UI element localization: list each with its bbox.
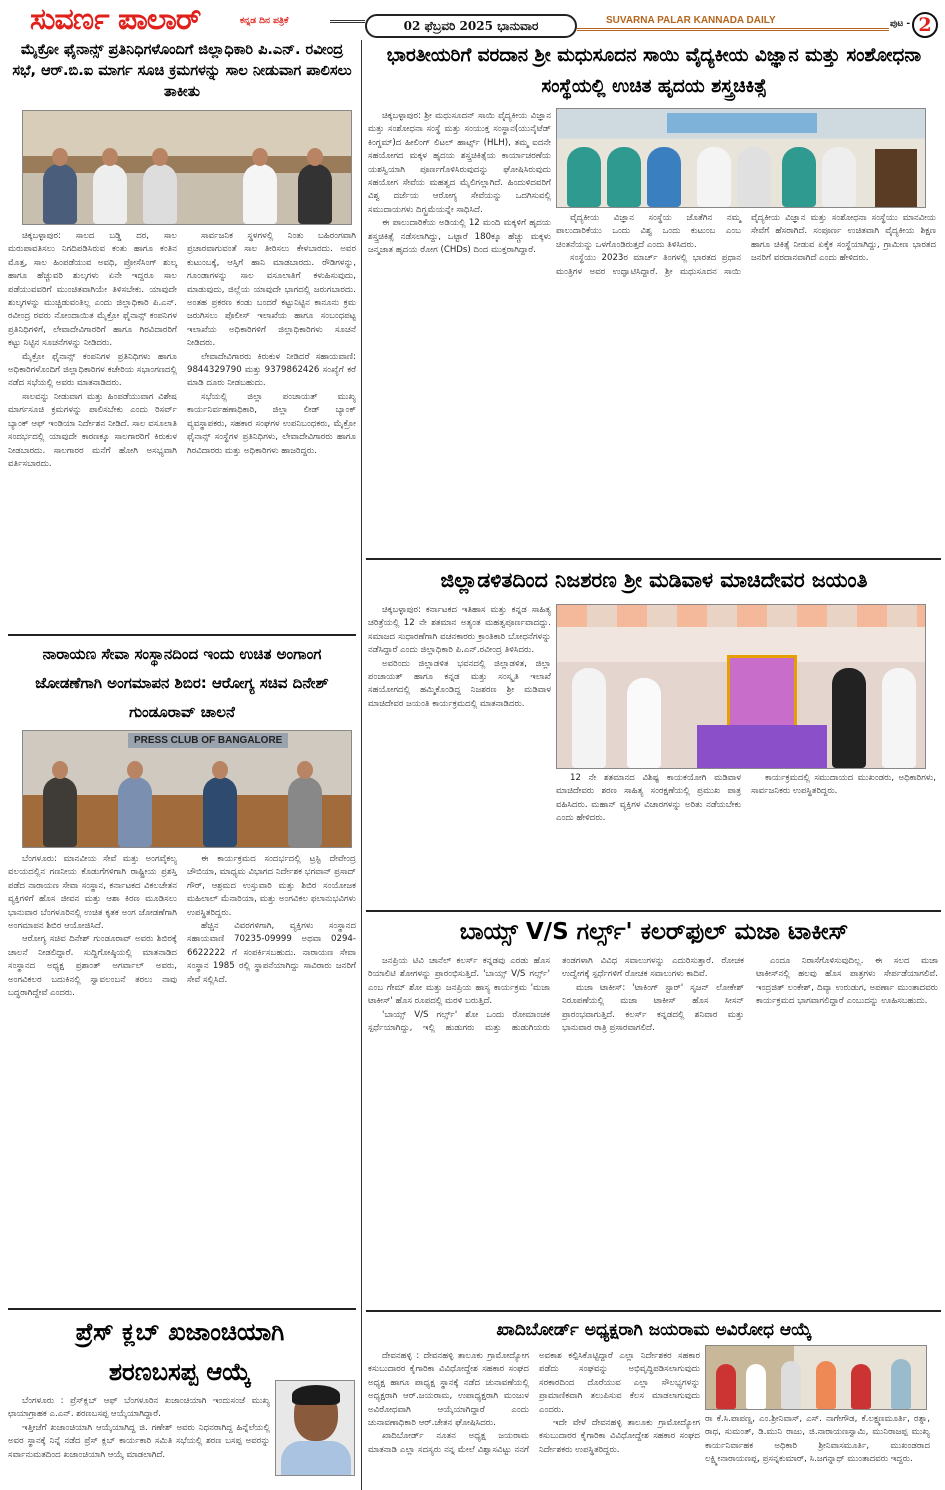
headline-narayana-seva: ನಾರಾಯಣ ಸೇವಾ ಸಂಸ್ಥಾನದಿಂದ ಇಂದು ಉಚಿತ ಅಂಗಾಂಗ ಜೋಡಣೆಗಾಗಿ ಅಂಗಮಾಪನ ಶಿಬಿರ: ಆರೋಗ್ಯ ಸಚಿವ ದಿನೇಶ್ ಗುಂಡೂರಾವ್ ಚಾಲನೆ (35, 645, 329, 721)
paragraph: 12 ನೇ ಶತಮಾನದ ವಿಶಿಷ್ಟ ಕಾಯಕಯೋಗಿ ಮಡಿವಾಳ ಮಾಚಿದೇವರು ಶರಣ ಸಾಹಿತ್ಯ ಸಂರಕ್ಷಣೆಯಲ್ಲಿ ಪ್ರಮುಖ ಪಾತ್ರ ವಹಿಸಿದರು. ಮಹಾನ್ ವ್ಯಕ್ತಿಗಳ ವಿಚಾರಗಳನ್ನು ಅರಿತು ನಡೆಯಬೇಕು ಎಂದು ಹೇಳಿದರು. (556, 773, 741, 824)
paragraph: ಚಿಕ್ಕಬಳ್ಳಾಪುರ: ಕರ್ನಾಟಕದ ಇತಿಹಾಸ ಮತ್ತು ಕನ್ನಡ ಸಾಹಿತ್ಯ ಚರಿತ್ರೆಯಲ್ಲಿ 12 ನೇ ಶತಮಾನ ಅತ್ಯಂತ ಮಹತ್ವಪೂರ್ಣವಾದದ್ದು. ಸಮಾಜದ ಸುಧಾರಣೆಗಾಗಿ ವಚನಕಾರರು ಕ್ರಾಂತಿಕಾರಿ ಬೋಧನೆಗಳನ್ನು ನಡೆಸಿದ್ದಾರೆ ಎಂದು ಜಿಲ್ಲಾಧಿಕಾರಿ ಪಿ.ಎನ್.ರವೀಂದ್ರ ತಿಳಿಸಿದರು. (368, 605, 551, 656)
photo-medical-team (556, 108, 926, 208)
divider (8, 1308, 356, 1310)
article-body-microfinance (8, 230, 356, 630)
rule (330, 20, 365, 23)
english-name: SUVARNA PALAR KANNADA DAILY (606, 15, 776, 26)
paragraph: ವೈದ್ಯಕೀಯ ವಿಜ್ಞಾನ ಸಂಸ್ಥೆಯ ಜೊತೆಗಿನ ನಮ್ಮ ಪಾಲುದಾರಿಕೆಯು ಒಂದು ವಿಶ್ವ ಒಂದು ಕುಟುಂಬ ಎಂಬ ಚಿಂತನೆಯನ್ನು ಒಳಗೊಂಡಿರುತ್ತದೆ ಎಂದು ತಿಳಿಸಿದರು. (556, 213, 741, 250)
headline-khadi-board: ಖಾದಿಬೋರ್ಡ್ ಅಧ್ಯಕ್ಷರಾಗಿ ಜಯರಾಮ ಅವಿರೋಧ ಆಯ್ಕೆ (496, 1320, 812, 1340)
paragraph: ಸಂಸ್ಥೆಯು 2023ರ ಮಾರ್ಚ್ ತಿಂಗಳಲ್ಲಿ ಭಾರತದ ಪ್ರಧಾನ ಮಂತ್ರಿಗಳ ಅವರ ಉದ್ಘಾಟಿಸಿದ್ದಾರೆ. ಶ್ರೀ ಮಧುಸೂದನ ಸಾಯಿ ವೈದ್ಯಕೀಯ ವಿಜ್ಞಾನ ಮತ್ತು ಸಂಶೋಧನಾ ಸಂಸ್ಥೆಯು ಮಾನವೀಯ ಸೇವೆಗೆ ಹೆಸರಾಗಿದೆ. ಸಂಪೂರ್ಣ ಉಚಿತವಾಗಿ ವೈದ್ಯಕೀಯ ಶಿಕ್ಷಣ ಹಾಗೂ ಚಿಕಿತ್ಸೆ ನೀಡುವ ಏಕೈಕ ಸಂಸ್ಥೆಯಾಗಿದ್ದು, ಗ್ರಾಮೀಣ ಭಾರತದ ಜನರಿಗೆ ವರದಾನವಾಗಿದೆ ಎಂದು ಹೇಳಿದರು. (556, 213, 936, 277)
photo-jayanti-event (556, 604, 926, 769)
paragraph: ಇತ್ತೀಚೆಗೆ ಖಜಾಂಚಿಯಾಗಿ ಆಯ್ಕೆಯಾಗಿದ್ದ ಜಿ. ಗಣೇಶ್ ಅವರು ನಿಧನರಾಗಿದ್ದ ಹಿನ್ನೆಲೆಯಲ್ಲಿ ಅವರ ಸ್ಥಾನಕ್ಕೆ ನಿನ್ನೆ ನಡೆದ ಪ್ರೆಸ್ ಕ್ಲಬ್ ಕಾರ್ಯಕಾರಿ ಸಮಿತಿ ಸಭೆಯಲ್ಲಿ ಶರಣ ಬಸಪ್ಪ ಅವರನ್ನು ಸರ್ವಾನುಮತದಿಂದ ಖಜಾಂಚಿಯಾಗಿ ಆಯ್ಕೆ ಮಾಡಲಾಗಿದೆ. (8, 1422, 270, 1460)
press-club-banner: PRESS CLUB OF BANGALORE (128, 733, 288, 748)
paragraph: ಮಜಾ ಟಾಕೀಸ್: 'ಟಾಕಿಂಗ್ ಸ್ಟಾರ್' ಸೃಜನ್ ಲೋಕೇಶ್ ನಿರೂಪಣೆಯಲ್ಲಿ ಮಜಾ ಟಾಕೀಸ್ ಹೊಸ ಸೀಸನ್ ಪ್ರಾರಂಭವಾಗುತ್ತಿದೆ. ಕಲರ್ಸ್ ಕನ್ನಡದಲ್ಲಿ ಶನಿವಾರ ಮತ್ತು ಭಾನುವಾರ ರಾತ್ರಿ ಪ್ರಸಾರವಾಗಲಿದೆ. (562, 982, 744, 1034)
paragraph: ಲೇವಾದೇವಿಗಾರರು ಕಿರುಕುಳ ನೀಡಿದರೆ ಸಹಾಯವಾಣಿ: 9844329790 ಮತ್ತು 9379862426 ಸಂಖ್ಯೆಗೆ ಕರೆ ಮಾಡಿ ದೂರು ನೀಡಬಹುದು. (187, 351, 356, 389)
paragraph: ಈ ಕಾರ್ಯಕ್ರಮದ ಸಂದರ್ಭದಲ್ಲಿ ಟ್ರಸ್ಟಿ ದೇವೇಂದ್ರ ಚೌಬಿಯಾ, ಮಾಧ್ಯಮ ವಿಭಾಗದ ನಿರ್ದೇಶಕ ಭಗವಾನ್ ಪ್ರಸಾದ್ ಗೌರ್, ಆಶ್ರಮದ ಉಸ್ತುವಾರಿ ಮತ್ತು ಶಿಬಿರ ಸಂಯೋಜಕ ಮಹಿಲಾಲ್ ಮೆನಾರಿಯಾ, ಮತ್ತು ಅಂಗವಿಕಲ ಫಲಾನುಭವಿಗಳು ಉಪಸ್ಥಿತರಿದ್ದರು. (187, 854, 356, 918)
paragraph: ಈ ಪಾಲುದಾರಿಕೆಯ ಅಡಿಯಲ್ಲಿ 12 ಮಂದಿ ಮಕ್ಕಳಿಗೆ ಹೃದಯ ಶಸ್ತ್ರಚಿಕಿತ್ಸೆ ನಡೆಸಲಾಗಿದ್ದು, ಒಟ್ಟಾರೆ 180ಕ್ಕೂ ಹೆಚ್ಚು ಮಕ್ಕಳು ಜನ್ಮಜಾತ ಹೃದಯ ರೋಗ (CHDs) ದಿಂದ ಮುಕ್ತರಾಗಿದ್ದಾರೆ. (368, 218, 551, 256)
paragraph: ದೇವನಹಳ್ಳಿ : ದೇವನಹಳ್ಳಿ ತಾಲೂಕು ಗ್ರಾಮೋದ್ಯೋಗ ಕಸುಬುದಾರರ ಕೈಗಾರಿಕಾ ವಿವಿಧೋದ್ದೇಶ ಸಹಕಾರ ಸಂಘದ ಅಧ್ಯಕ್ಷ ಹಾಗೂ ಪಾಧ್ಯಕ್ಷ ಸ್ಥಾನಕ್ಕೆ ನಡೆದ ಚುನಾವಣೆಯಲ್ಲಿ ಅಧ್ಯಕ್ಷರಾಗಿ ಆರ್.ಜಯರಾಮ, ಉಪಾಧ್ಯಕ್ಷರಾಗಿ ಮಂಜುಳ ಅವಿರೋಧವಾಗಿ ಆಯ್ಕೆಯಾಗಿದ್ದಾರೆ ಎಂದು ಚುನಾವಣಾಧಿಕಾರಿ ಆರ್.ಚೇತನ ಘೋಷಿಸಿದರು. (368, 1351, 529, 1429)
photo-khadi-board-members (705, 1345, 927, 1410)
issue-date: 02 ಫೆಬ್ರವರಿ 2025 ಭಾನುವಾರ (403, 19, 539, 33)
paragraph: ಹೆಚ್ಚಿನ ವಿವರಗಳಿಗಾಗಿ, ವ್ಯಕ್ತಿಗಳು ಸಂಸ್ಥಾನದ ಸಹಾಯವಾಣಿ 70235-09999 ಅಥವಾ 0294-6622222 ಗೆ ಸಂಪರ್ಕಿಸಬಹುದು. ನಾರಾಯಣ ಸೇವಾ ಸಂಸ್ಥಾನ 1985 ರಲ್ಲಿ ಸ್ಥಾಪನೆಯಾಗಿದ್ದು ಸಾವಿರಾರು ಜನರಿಗೆ ಸೇವೆ ಸಲ್ಲಿಸಿದೆ. (187, 921, 356, 985)
headline-microfinance: ಮೈಕ್ರೋ ಫೈನಾನ್ಸ್ ಪ್ರತಿನಿಧಿಗಳೊಂದಿಗೆ ಜಿಲ್ಲಾಧಿಕಾರಿ ಪಿ.ಎನ್. ರವೀಂದ್ರ ಸಭೆ, ಆರ್.ಬಿ.ಐ ಮಾರ್ಗ ಸೂಚಿ ಕ್ರಮಗಳನ್ನು ಸಾಲ ನೀಡುವಾಗ ಪಾಲಿಸಲು ತಾಕೀತು (12, 42, 352, 100)
date-pill (365, 14, 577, 38)
paragraph: ಜನಪ್ರಿಯ ಟಿವಿ ಚಾನೆಲ್ ಕಲರ್ಸ್ ಕನ್ನಡವು ಎರಡು ಹೊಸ ರಿಯಾಲಿಟಿ ಶೋಗಳನ್ನು ಪ್ರಾರಂಭಿಸುತ್ತಿದೆ. 'ಬಾಯ್ಸ್ V/S ಗರ್ಲ್ಸ್' ಎಂಬ ಗೇಮ್ ಶೋ ಮತ್ತು ಜನಪ್ರಿಯ ಹಾಸ್ಯ ಕಾರ್ಯಕ್ರಮ 'ಮಜಾ ಟಾಕೀಸ್' ಹೊಸ ರೂಪದಲ್ಲಿ ಮರಳಿ ಬರುತ್ತಿದೆ. (368, 956, 550, 1007)
paragraph: ಸಾಲವನ್ನು ನೀಡುವಾಗ ಮತ್ತು ಹಿಂಪಡೆಯುವಾಗ ವಿಶೇಷ ಮಾರ್ಗಸೂಚಿ ಕ್ರಮಗಳನ್ನು ಪಾಲಿಸಬೇಕು ಎಂದು ರಿಸರ್ವ್ ಬ್ಯಾಂಕ್ ಆಫ್ ಇಂಡಿಯಾ ನಿರ್ದೇಶನ ನೀಡಿದೆ. ಸಾಲ ವಸೂಲಾತಿ ಸಂದರ್ಭದಲ್ಲಿ ಯಾವುದೇ ಕಾರಣಕ್ಕೂ ಸಾಲಗಾರರಿಗೆ ಕಿರುಕುಳ ನೀಡಬಾರದು. ಸಾಲಗಾರರ ಮನೆಗೆ ಹೋಗಿ ಅಸಭ್ಯವಾಗಿ ವರ್ತಿಸಬಾರದು. (8, 391, 177, 469)
paragraph: ಬೆಂಗಳೂರು: ಮಾನವೀಯ ಸೇವೆ ಮತ್ತು ಅಂಗವೈಕಲ್ಯ ವಲಯದಲ್ಲಿನ ಗಣನೀಯ ಕೊಡುಗೆಗಳಿಗಾಗಿ ರಾಷ್ಟ್ರೀಯ ಪ್ರಶಸ್ತಿ ಪಡೆದ ನಾರಾಯಣ ಸೇವಾ ಸಂಸ್ಥಾನ, ಕರ್ನಾಟಕದ ವಿಕಲಚೇತನ ವ್ಯಕ್ತಿಗಳಿಗೆ ಹೊಸ ಜೀವನ ಮತ್ತು ಆಶಾ ಕಿರಣ ಮೂಡಿಸಲು ಭಾನುವಾರ ಬೆಂಗಳೂರಿನಲ್ಲಿ ಉಚಿತ ಕೃತಕ ಅಂಗ ಜೋಡಣೆಗಾಗಿ ಅಂಗಮಾಪನ ಶಿಬಿರ ಆಯೋಜಿಸಿದೆ. (8, 854, 177, 932)
article-body-madivala-cont (556, 772, 936, 904)
divider (366, 1310, 941, 1312)
paragraph: ಖಾದಿಬೋರ್ಡ್ ನೂತನ ಅಧ್ಯಕ್ಷ ಜಯರಾಮ ಮಾತನಾಡಿ ಎಲ್ಲಾ ಸದಸ್ಯರು ನನ್ನ ಮೇಲೆ ವಿಶ್ವಾಸವಿಟ್ಟು ನನಗೆ ಅವಕಾಶ ಕಲ್ಪಿಸಿಕೊಟ್ಟಿದ್ದಾರೆ ಎಲ್ಲಾ ನಿರ್ದೇಶಕರ ಸಹಕಾರ ಪಡೆದು ಸಂಘವನ್ನು ಅಭಿವೃದ್ಧಿಪಡಿಸಲಾಗುವುದು ಸರಕಾರದಿಂದ ದೊರೆಯುವ ಎಲ್ಲಾ ಸೌಲಭ್ಯಗಳನ್ನು ಪ್ರಾಮಾಣಿಕವಾಗಿ ತಲುಪಿಸುವ ಕೆಲಸ ಮಾಡಲಾಗುವುದು ಎಂದರು. (368, 1351, 700, 1455)
paragraph: ಬೆಂಗಳೂರು : ಪ್ರೆಸ್‌ಕ್ಲಬ್ ಆಫ್ ಬೆಂಗಳೂರಿನ ಖಜಾಂಚಿಯಾಗಿ ಇಂದುಸಂಜೆ ಮುಖ್ಯ ಛಾಯಾಗ್ರಾಹಕ ಎ.ಎನ್. ಶರಣಬಸಪ್ಪ ಆಯ್ಕೆಯಾಗಿದ್ದಾರೆ. (8, 1396, 270, 1420)
photo-sharanabasappa (275, 1380, 355, 1476)
masthead (0, 0, 945, 42)
article-body-madivala-lead (368, 604, 551, 904)
photo-meeting (22, 110, 352, 225)
photo-caption-khadi: ರಾ ಕೆ.ಸಿ.ಪಾಪಣ್ಣ, ಎಂ.ಶ್ರೀನಿವಾಸ್, ಎಸ್. ನಾಗೇಗೌಡ, ಕೆ.ಲಕ್ಷ್ಮಣಮೂರ್ತಿ, ರತ್ನಾ, ರಾಧ, ಸುಮಂತ್, ಡಿ.ಮುನಿ ರಾಜು, ಜಿ.ನಾರಾಯಣಸ್ವಾಮಿ, ಮುನಿರಾಜಪ್ಪ ಮುಖ್ಯ ಕಾರ್ಯನಿರ್ವಾಹಕ ಅಧಿಕಾರಿ ಶ್ರೀನಿವಾಸಮೂರ್ತಿ, ಮುಖಂಡರಾದ ಲಕ್ಷ್ಮೀನಾರಾಯಣಪ್ಪ, ಪ್ರಸನ್ನಕುಮಾರ್, ಸಿ.ಜಗನ್ನಾಥ್ ಮುಂತಾದವರು ಇದ್ದರು. (705, 1414, 930, 1465)
rule (577, 28, 889, 31)
headline-heart-surgery: ಭಾರತೀಯರಿಗೆ ವರದಾನ ಶ್ರೀ ಮಧುಸೂದನ ಸಾಯಿ ವೈದ್ಯಕೀಯ ವಿಜ್ಞಾನ ಮತ್ತು ಸಂಶೋಧನಾ ಸಂಸ್ಥೆಯಲ್ಲಿ ಉಚಿತ ಹೃದಯ ಶಸ್ತ್ರಚಿಕಿತ್ಸೆ (386, 45, 922, 97)
article-body-narayana-seva (8, 853, 356, 1303)
paragraph: ಚಿಕ್ಕಬಳ್ಳಾಪುರ: ಶ್ರೀ ಮಧುಸೂದನ್ ಸಾಯಿ ವೈದ್ಯಕೀಯ ವಿಜ್ಞಾನ ಮತ್ತು ಸಂಶೋಧನಾ ಸಂಸ್ಥೆ ಮತ್ತು ಸಂಯುಕ್ತ ಸಂಸ್ಥಾನ(ಯುನೈಟೆಡ್ ಕಿಂಗ್ಡಮ್)ದ ಹೀಲಿಂಗ್ ಲಿಟಲ್ ಹಾರ್ಟ್ಸ್ (HLH), ತಮ್ಮ ಐದನೇ ಸಹಯೋಗದ ಮಕ್ಕಳ ಹೃದಯ ಶಸ್ತ್ರಚಿಕಿತ್ಸೆಯ ಕಾರ್ಯಾಚರಣೆಯ ಯಶಸ್ವಿಯಾಗಿ ಪೂರ್ಣಗೊಳಿಸಿರುವುದನ್ನು ಘೋಷಿಸಿರುವುದು ಸಹಯೋಗ ಸೇವೆಯ ಮಹತ್ವದ ಮೈಲಿಗಲ್ಲಾಗಿದೆ. ಹಿಂದುಳಿದವರಿಗೆ ವಿಶ್ವ ದರ್ಜೆಯ ಆರೋಗ್ಯ ಸೇವೆಯನ್ನು ಒದಗಿಸುವಲ್ಲಿ ಸಮುದಾಯಗಳು ದಿಗ್ಭ್ರಮೆಯನ್ನೇ ಸಾಧಿಸಿದೆ. (368, 111, 551, 215)
paragraph: ಇದೇ ವೇಳೆ ದೇವನಹಳ್ಳಿ ತಾಲೂಕು ಗ್ರಾಮೋದ್ಯೋಗ ಕಸುಬುದಾರರ ಕೈಗಾರಿಕಾ ವಿವಿಧೋದ್ದೇಶ ಸಹಕಾರ ಸಂಘದ ನಿರ್ದೇಶಕರು ಉಪಸ್ಥಿತರಿದ್ದರು. (539, 1418, 700, 1455)
paragraph: ಅವರಿಂದು ಜಿಲ್ಲಾಡಳಿತ ಭವನದಲ್ಲಿ ಜಿಲ್ಲಾಡಳಿತ, ಜಿಲ್ಲಾ ಪಂಚಾಯತ್ ಹಾಗೂ ಕನ್ನಡ ಮತ್ತು ಸಂಸ್ಕೃತಿ ಇಲಾಖೆ ಸಹಯೋಗದಲ್ಲಿ ಹಮ್ಮಿಕೊಂಡಿದ್ದ ನಿಜಶರಣ ಶ್ರೀ ಮಡಿವಾಳ ಮಾಚಿದೇವರ ಜಯಂತಿ ಕಾರ್ಯಕ್ರಮದಲ್ಲಿ ಮಾತನಾಡಿದರು. (368, 658, 551, 709)
paragraph: ಮೈಕ್ರೋ ಫೈನಾನ್ಸ್ ಕಂಪನಿಗಳ ಪ್ರತಿನಿಧಿಗಳು ಹಾಗೂ ಅಧಿಕಾರಿಗಳೊಂದಿಗೆ ಜಿಲ್ಲಾಧಿಕಾರಿಗಳ ಕಚೇರಿಯ ಸಭಾಂಗಣದಲ್ಲಿ ನಡೆದ ಸಭೆಯಲ್ಲಿ ಅವರು ಮಾತನಾಡಿದರು. (8, 351, 177, 389)
article-body-heart-surgery-lead (368, 110, 551, 558)
paragraph: ಸಾರ್ವಜನಿಕ ಸ್ಥಳಗಳಲ್ಲಿ ನಿಂತು ಬಹಿರಂಗವಾಗಿ ಪ್ರಚಾರವಾಗುವಂತೆ ಸಾಲ ತೀರಿಸಲು ಕೇಳಬಾರದು. ಅವರ ಕುಟುಂಬಕ್ಕೆ, ಆಸ್ತಿಗೆ ಹಾನಿ ಮಾಡಬಾರದು. ರೌಡಿಗಳನ್ನು, ಗೂಂಡಾಗಳನ್ನು ಸಾಲ ವಸೂಲಾತಿಗೆ ಕಳುಹಿಸುವುದು, ಮಾಡುವುದು, ಜಿಲ್ಲೆಯ ಯಾವುದೇ ಭಾಗದಲ್ಲಿ ಜರುಗಬಾರದು. ಅಂತಹ ಪ್ರಕರಣ ಕಂಡು ಬಂದರೆ ಕಟ್ಟುನಿಟ್ಟಿನ ಕಾನೂನು ಕ್ರಮ ಜರುಗಿಸಲು ಪೊಲೀಸ್ ಇಲಾಖೆಯ ಹಾಗೂ ಸಂಬಂಧಪಟ್ಟ ಇಲಾಖೆಯ ಅಧಿಕಾರಿಗಳಿಗೆ ಜಿಲ್ಲಾಧಿಕಾರಿಗಳು ಸೂಚನೆ ನೀಡಿದರು. (187, 231, 356, 349)
paragraph: ಆರೋಗ್ಯ ಸಚಿವ ದಿನೇಶ್ ಗುಂಡೂರಾವ್ ಅವರು ಶಿಬಿರಕ್ಕೆ ಚಾಲನೆ ನೀಡಲಿದ್ದಾರೆ. ಸುದ್ದಿಗೋಷ್ಠಿಯಲ್ಲಿ ಮಾತನಾಡಿದ ಸಂಸ್ಥಾನದ ಅಧ್ಯಕ್ಷ ಪ್ರಶಾಂತ್ ಅಗರ್ವಾಲ್ ಅವರು, ಅಂಗವಿಕಲರ ಬದುಕಿನಲ್ಲಿ ಸ್ವಾವಲಂಬನೆ ತರಲು ನಾವು ಬದ್ಧರಾಗಿದ್ದೇವೆ ಎಂದರು. (8, 934, 177, 999)
photo-press-meet (22, 730, 352, 848)
page-label: ಪುಟ - (890, 19, 911, 29)
paragraph: ಸಭೆಯಲ್ಲಿ ಜಿಲ್ಲಾ ಪಂಚಾಯತ್ ಮುಖ್ಯ ಕಾರ್ಯನಿರ್ವಹಣಾಧಿಕಾರಿ, ಜಿಲ್ಲಾ ಲೀಡ್ ಬ್ಯಾಂಕ್ ವ್ಯವಸ್ಥಾಪಕರು, ಸಹಕಾರ ಸಂಘಗಳ ಉಪನಿಬಂಧಕರು, ಮೈಕ್ರೋ ಫೈನಾನ್ಸ್ ಸಂಸ್ಥೆಗಳ ಪ್ರತಿನಿಧಿಗಳು, ಲೇವಾದೇವಿಗಾರರು ಹಾಗೂ ಗಿರವಿದಾರರು ಮತ್ತು ಅಧಿಕಾರಿಗಳು ಹಾಜರಿದ್ದರು. (187, 391, 356, 456)
paragraph: 'ಬಾಯ್ಸ್ V/S ಗರ್ಲ್ಸ್' ಶೋ ಒಂದು ರೋಮಾಂಚಕ ಸ್ಪರ್ಧೆಯಾಗಿದ್ದು, ಇಲ್ಲಿ ಹುಡುಗರು ಮತ್ತು ಹುಡುಗಿಯರು ತಂಡಗಳಾಗಿ ವಿವಿಧ ಸವಾಲುಗಳನ್ನು ಎದುರಿಸುತ್ತಾರೆ. ರೋಚಕ ಉದ್ವೇಗಕ್ಕೆ ಸ್ಪರ್ಧೆಗಳಿಗೆ ರೋಚಕ ಸವಾಲುಗಳು ಕಾದಿವೆ. (368, 956, 744, 1034)
divider (8, 634, 356, 636)
article-body-press-club (8, 1395, 270, 1487)
tagline: ಕನ್ನಡ ದಿನ ಪತ್ರಿಕೆ (240, 16, 289, 26)
headline-press-club: ಪ್ರೆಸ್ ಕ್ಲಬ್ ಖಜಾಂಚಿಯಾಗಿ ಶರಣಬಸಪ್ಪ ಆಯ್ಕೆ (75, 1318, 285, 1386)
article-body-boys-vs-girls (368, 955, 938, 1307)
divider (366, 910, 941, 912)
column-divider (361, 40, 362, 1490)
paragraph: ಚಿಕ್ಕಬಳ್ಳಾಪುರ: ಸಾಲದ ಬಡ್ಡಿ ದರ, ಸಾಲ ಮರುಪಾವತಿಸಲು ನಿಗದಿಪಡಿಸಿರುವ ಕಂತು ಹಾಗೂ ಕಂತಿನ ಮೊತ್ತ, ಸಾಲ ಹಿಂಪಡೆಯುವ ಅವಧಿ, ಪ್ರೋಸೆಸಿಂಗ್ ಶುಲ್ಕ ಹಾಗೂ ಹೆಚ್ಚುವರಿ ಶುಲ್ಕಗಳು ಏನೇ ಇದ್ದರೂ ಸಾಲ ಪಡೆಯುವವರಿಗೆ ಮುಂಚಿತವಾಗಿಯೇ ತಿಳಿಸಬೇಕು. ಯಾವುದೇ ಶುಲ್ಕಗಳನ್ನು ಮುಚ್ಚಿಡುವಂತಿಲ್ಲ ಎಂದು ಜಿಲ್ಲಾಧಿಕಾರಿ ಪಿ.ಎನ್. ರವೀಂದ್ರ ರವರು ನೋಂದಾಯಿತ ಮೈಕ್ರೋ ಫೈನಾನ್ಸ್ ಕಂಪನಿಗಳ ಪ್ರತಿನಿಧಿಗಳಿಗೆ, ಲೇವಾದೇವಿಗಾರರಿಗೆ ಹಾಗೂ ಗಿರವಿದಾರರಿಗೆ ಕಟ್ಟು ನಿಟ್ಟಿನ ಸೂಚನೆಗಳನ್ನು ನೀಡಿದರು. (8, 231, 177, 349)
logo: ಸುವರ್ಣ ಪಾಲಾರ್ (30, 2, 201, 37)
headline-boys-vs-girls: ಬಾಯ್ಸ್ V/S ಗರ್ಲ್ಸ್' ಕಲರ್‌ಫುಲ್ ಮಜಾ ಟಾಕೀಸ್ (459, 919, 849, 945)
article-body-heart-surgery-cont (556, 212, 936, 558)
divider (366, 558, 941, 560)
paragraph: ಕಾರ್ಯಕ್ರಮದಲ್ಲಿ ಸಮುದಾಯದ ಮುಖಂಡರು, ಅಧಿಕಾರಿಗಳು, ಸಾರ್ವಜನಿಕರು ಉಪಸ್ಥಿತರಿದ್ದರು. (751, 773, 936, 797)
page-number: 2 (912, 12, 938, 38)
article-body-khadi-board (368, 1350, 700, 1488)
headline-madivala-jayanti: ಜಿಲ್ಲಾಡಳಿತದಿಂದ ನಿಜಶರಣ ಶ್ರೀ ಮಡಿವಾಳ ಮಾಚಿದೇವರ ಜಯಂತಿ (440, 568, 868, 592)
paragraph: ಎಂದೂ ನಿರಾಸೆಗೊಳಿಸುವುದಿಲ್ಲ. ಈ ಸಲದ ಮಜಾ ಟಾಕೀಸ್‌ನಲ್ಲಿ ಹಲವು ಹೊಸ ಪಾತ್ರಗಳು ಸೇರ್ಪಡೆಯಾಗಲಿವೆ. ಇಂದ್ರಜಿತ್ ಲಂಕೇಶ್, ದಿವ್ಯಾ ಉರುಡುಗ, ಅಪರ್ಣಾ ಮುಂತಾದವರು ಕಾರ್ಯಕ್ರಮದ ಭಾಗವಾಗಲಿದ್ದಾರೆ ಎಂಬುದನ್ನು ಊಹಿಸಬಹುದು. (756, 956, 938, 1007)
